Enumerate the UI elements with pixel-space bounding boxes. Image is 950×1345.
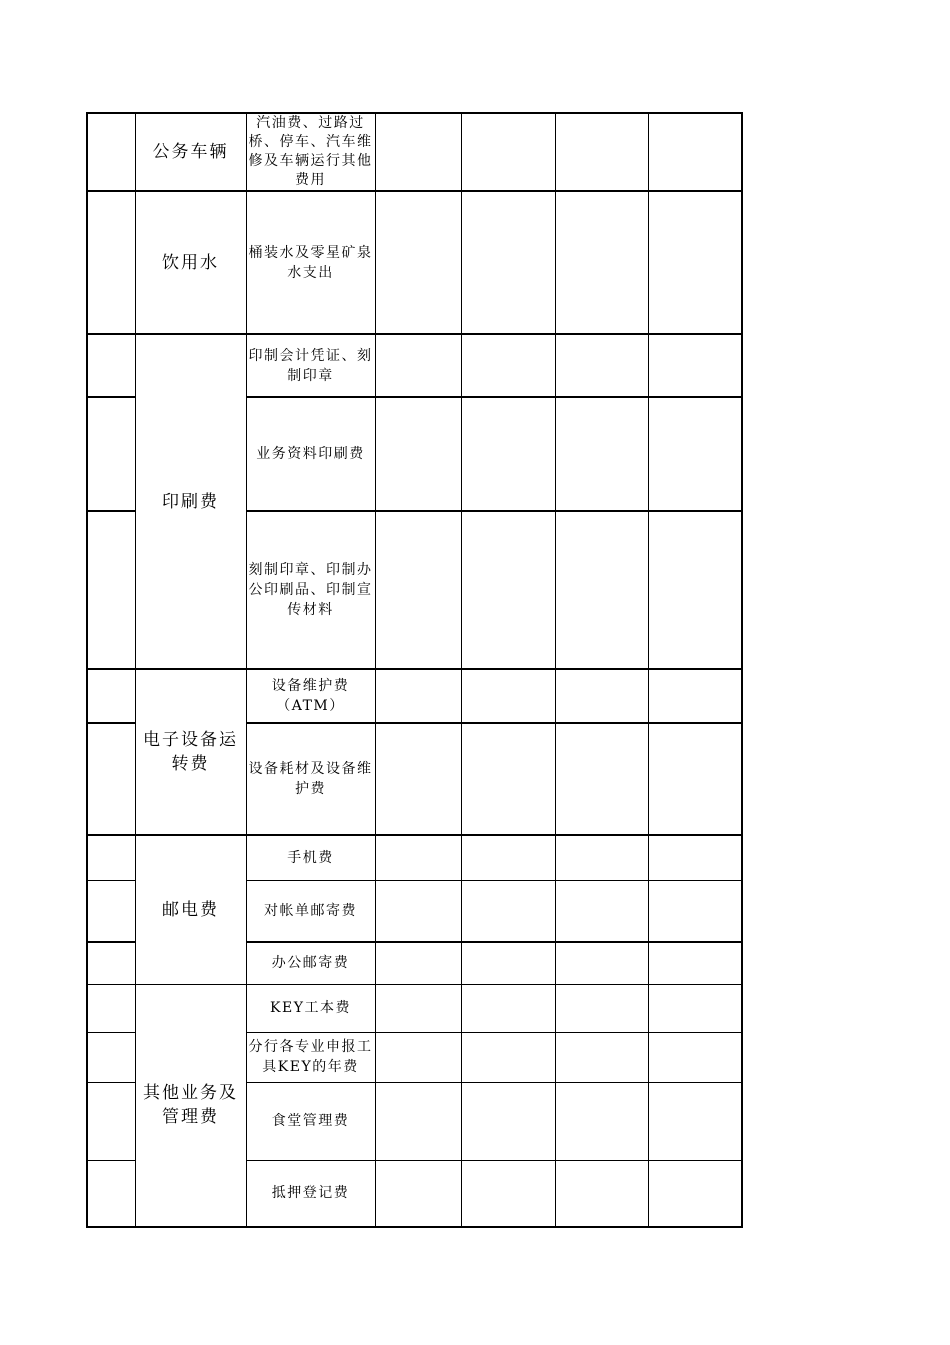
value-cell[interactable] (461, 113, 555, 191)
item-cell: 业务资料印刷费 (246, 397, 375, 511)
value-cell[interactable] (648, 942, 742, 984)
value-cell[interactable] (375, 334, 461, 397)
category-cell: 电子设备运转费 (135, 669, 246, 835)
index-cell[interactable] (87, 835, 135, 880)
table-row (87, 334, 742, 397)
table-row (87, 669, 742, 723)
value-cell[interactable] (648, 835, 742, 880)
value-cell[interactable] (375, 113, 461, 191)
value-cell[interactable] (555, 334, 648, 397)
item-cell: 刻制印章、印制办公印刷品、印制宣传材料 (246, 511, 375, 669)
index-cell[interactable] (87, 397, 135, 511)
value-cell[interactable] (555, 1160, 648, 1227)
item-cell: 办公邮寄费 (246, 942, 375, 984)
index-cell[interactable] (87, 669, 135, 723)
value-cell[interactable] (461, 942, 555, 984)
item-cell: 汽油费、过路过桥、停车、汽车维修及车辆运行其他费用 (246, 113, 375, 191)
value-cell[interactable] (375, 942, 461, 984)
item-cell: 手机费 (246, 835, 375, 880)
value-cell[interactable] (375, 669, 461, 723)
value-cell[interactable] (555, 984, 648, 1032)
value-cell[interactable] (461, 723, 555, 835)
value-cell[interactable] (648, 880, 742, 942)
index-cell[interactable] (87, 1160, 135, 1227)
value-cell[interactable] (375, 880, 461, 942)
item-cell: 对帐单邮寄费 (246, 880, 375, 942)
value-cell[interactable] (648, 397, 742, 511)
index-cell[interactable] (87, 942, 135, 984)
value-cell[interactable] (375, 984, 461, 1032)
value-cell[interactable] (555, 835, 648, 880)
value-cell[interactable] (648, 669, 742, 723)
table-row (87, 113, 742, 191)
value-cell[interactable] (648, 113, 742, 191)
index-cell[interactable] (87, 191, 135, 334)
value-cell[interactable] (648, 984, 742, 1032)
category-cell: 其他业务及管理费 (135, 984, 246, 1227)
value-cell[interactable] (555, 723, 648, 835)
item-cell: 设备耗材及设备维护费 (246, 723, 375, 835)
item-cell: 设备维护费（ATM） (246, 669, 375, 723)
value-cell[interactable] (648, 723, 742, 835)
value-cell[interactable] (375, 397, 461, 511)
category-cell: 印刷费 (135, 334, 246, 669)
index-cell[interactable] (87, 1082, 135, 1160)
value-cell[interactable] (555, 880, 648, 942)
value-cell[interactable] (375, 723, 461, 835)
value-cell[interactable] (648, 191, 742, 334)
index-cell[interactable] (87, 334, 135, 397)
item-cell: 分行各专业申报工具KEY的年费 (246, 1032, 375, 1082)
item-cell: 抵押登记费 (246, 1160, 375, 1227)
value-cell[interactable] (648, 334, 742, 397)
item-cell: 食堂管理费 (246, 1082, 375, 1160)
value-cell[interactable] (461, 191, 555, 334)
table-row (87, 984, 742, 1032)
index-cell[interactable] (87, 511, 135, 669)
index-cell[interactable] (87, 1032, 135, 1082)
table-row (87, 835, 742, 880)
value-cell[interactable] (375, 1160, 461, 1227)
value-cell[interactable] (648, 1032, 742, 1082)
value-cell[interactable] (375, 1032, 461, 1082)
index-cell[interactable] (87, 984, 135, 1032)
value-cell[interactable] (461, 1160, 555, 1227)
value-cell[interactable] (375, 835, 461, 880)
value-cell[interactable] (461, 1032, 555, 1082)
index-cell[interactable] (87, 880, 135, 942)
value-cell[interactable] (555, 113, 648, 191)
value-cell[interactable] (648, 1082, 742, 1160)
value-cell[interactable] (555, 397, 648, 511)
value-cell[interactable] (461, 397, 555, 511)
value-cell[interactable] (648, 1160, 742, 1227)
value-cell[interactable] (555, 1032, 648, 1082)
value-cell[interactable] (461, 984, 555, 1032)
value-cell[interactable] (461, 511, 555, 669)
value-cell[interactable] (648, 511, 742, 669)
value-cell[interactable] (375, 191, 461, 334)
value-cell[interactable] (461, 334, 555, 397)
index-cell[interactable] (87, 723, 135, 835)
value-cell[interactable] (375, 1082, 461, 1160)
value-cell[interactable] (461, 669, 555, 723)
category-cell: 饮用水 (135, 191, 246, 334)
category-cell: 公务车辆 (135, 113, 246, 191)
index-cell[interactable] (87, 113, 135, 191)
expense-table (86, 112, 743, 1228)
value-cell[interactable] (555, 511, 648, 669)
table-row (87, 191, 742, 334)
item-cell: 桶装水及零星矿泉水支出 (246, 191, 375, 334)
value-cell[interactable] (555, 1082, 648, 1160)
value-cell[interactable] (555, 669, 648, 723)
item-cell: 印制会计凭证、刻制印章 (246, 334, 375, 397)
value-cell[interactable] (375, 511, 461, 669)
value-cell[interactable] (555, 191, 648, 334)
value-cell[interactable] (461, 880, 555, 942)
value-cell[interactable] (461, 1082, 555, 1160)
item-cell: KEY工本费 (246, 984, 375, 1032)
value-cell[interactable] (461, 835, 555, 880)
value-cell[interactable] (555, 942, 648, 984)
category-cell: 邮电费 (135, 835, 246, 984)
